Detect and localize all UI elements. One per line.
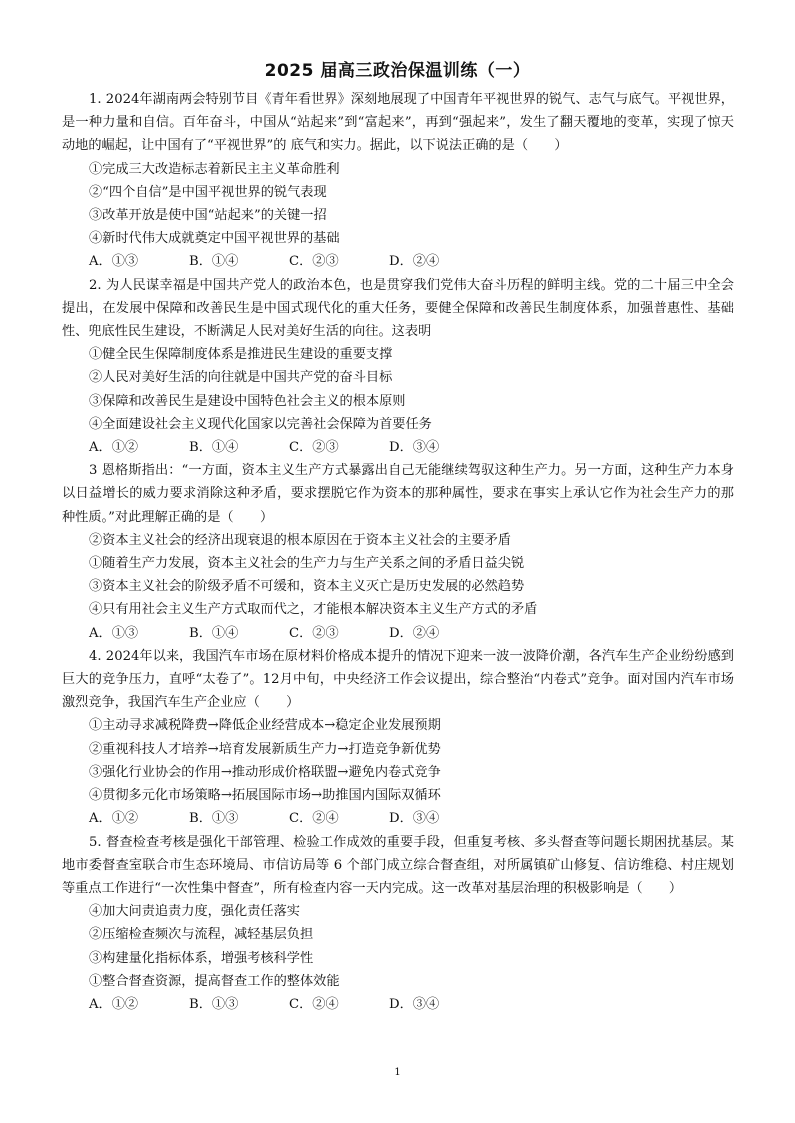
statement-option: ①随着生产力发展，资本主义社会的生产力与生产关系之间的矛盾日益尖锐 xyxy=(89,556,525,572)
statement-option: ①整合督查资源，提高督查工作的整体效能 xyxy=(89,973,340,989)
answer-choices xyxy=(89,993,734,1016)
choice-d: D．②④ xyxy=(389,625,440,641)
question-4 xyxy=(62,645,734,831)
question-2 xyxy=(62,274,734,460)
statement-option: ④贯彻多元化市场策略→拓展国际市场→助推国内国际双循环 xyxy=(89,788,441,804)
choice-b: B．①④ xyxy=(189,440,239,456)
choice-c: C．②③ xyxy=(289,440,339,456)
choice-a: A．①③ xyxy=(89,254,139,270)
question-stem: 3 恩格斯指出：“一方面，资本主义生产方式暴露出自己无能继续驾驭这种生产力。另一方面，这种生产力本身以日益增长的威力要求消除这种矛盾，要求摆脱它作为资本的那种属性，要求在事实上承认它作为社会生产力的那种性质。”对此理解正确的是（ ） xyxy=(62,463,734,525)
statement-option: ④加大问责追责力度，强化责任落实 xyxy=(89,904,300,920)
question-stem: 4. 2024年以来，我国汽车市场在原材料价格成本提升的情况下迎来一波一波降价潮，各汽车生产企业纷纷感到巨大的竞争压力，直呼“太卷了”。12月中旬，中央经济工作会议提出，综合整治“内卷式”竞争。面对国内汽车市场激烈竞争，我国汽车生产企业应（ ） xyxy=(62,648,734,711)
statement-option: ④全面建设社会主义现代化国家以完善社会保障为首要任务 xyxy=(89,416,432,432)
statement-option: ③强化行业协会的作用→推动形成价格联盟→避免内卷式竞争 xyxy=(89,764,441,780)
statement-option: ②“四个自信”是中国平视世界的锐气表现 xyxy=(89,184,327,200)
page-title: 2025 届高三政治保温训练（一） xyxy=(264,61,531,81)
choice-b: B．①③ xyxy=(189,811,239,827)
choice-c: C．②④ xyxy=(289,996,339,1012)
statement-option: ①主动寻求减税降费→降低企业经营成本→稳定企业发展预期 xyxy=(89,718,441,734)
choice-d: D．③④ xyxy=(389,811,440,827)
statement-option: ③保障和改善民生是建设中国特色社会主义的根本原则 xyxy=(89,393,406,409)
question-stem: 2. 为人民谋幸福是中国共产党人的政治本色，也是贯穿我们党伟大奋斗历程的鲜明主线。党的二十届三中全会提出，在发展中保障和改善民生是中国式现代化的重大任务，要健全保障和改善民生制度体系，加强普惠性、基础性、兜底性民生建设，不断满足人民对美好生活的向往。这表明 xyxy=(62,277,734,340)
statement-option: ②资本主义社会的经济出现衰退的根本原因在于资本主义社会的主要矛盾 xyxy=(89,532,511,548)
question-stem: 1. 2024年湖南两会特别节目《青年看世界》深刻地展现了中国青年平视世界的锐气、志气与底气。平视世界，是一种力量和自信。百年奋斗，中国从“站起来”到“富起来”，再到“强起来”，发生了翻天覆地的变革，实现了惊天动地的崛起，让中国有了“平视世界”的 底气和实力。据此，以下说法正确的是（ ） xyxy=(62,92,734,154)
page-number: 1 xyxy=(394,1067,401,1078)
statement-option: ③改革开放是使中国“站起来”的关键一招 xyxy=(89,208,327,224)
answer-choices xyxy=(89,807,734,830)
choice-a: A．①③ xyxy=(89,625,139,641)
answer-choices xyxy=(89,436,734,459)
question-3 xyxy=(62,459,734,645)
choice-b: B．①④ xyxy=(189,254,239,270)
choice-a: A．①② xyxy=(89,996,139,1012)
statement-option: ④只有用社会主义生产方式取而代之，才能根本解决资本主义生产方式的矛盾 xyxy=(89,602,538,618)
statement-option: ④新时代伟大成就奠定中国平视世界的基础 xyxy=(89,231,340,247)
choice-b: B．①③ xyxy=(189,996,239,1012)
question-stem: 5. 督查检查考核是强化干部管理、检验工作成效的重要手段，但重复考核、多头督查等问题长期困扰基层。某地市委督查室联合市生态环境局、市信访局等 6 个部门成立综合督查组，对所属镇矿山修复、信访维稳、村庄规划等重点工作进行“一次性集中督查”，所有检查内容一天内完成。这一改革对基层治理的积极影响是（ ） xyxy=(62,834,734,896)
choice-a: A．①② xyxy=(89,440,139,456)
choice-b: B．①④ xyxy=(189,625,239,641)
statement-option: ②重视科技人才培养→培育发展新质生产力→打造竞争新优势 xyxy=(89,741,441,757)
question-1 xyxy=(62,88,734,274)
question-list xyxy=(62,88,734,1016)
statement-option: ①完成三大改造标志着新民主主义革命胜利 xyxy=(89,161,340,177)
choice-c: C．②③ xyxy=(289,254,339,270)
choice-d: D．③④ xyxy=(389,996,440,1012)
answer-choices xyxy=(89,250,734,273)
statement-option: ①健全民生保障制度体系是推进民生建设的重要支撑 xyxy=(89,347,393,363)
statement-option: ③资本主义社会的阶级矛盾不可缓和，资本主义灭亡是历史发展的必然趋势 xyxy=(89,579,525,595)
question-5 xyxy=(62,831,734,1017)
statement-option: ③构建量化指标体系，增强考核科学性 xyxy=(89,950,314,966)
statement-option: ②人民对美好生活的向往就是中国共产党的奋斗目标 xyxy=(89,370,393,386)
statement-option: ②压缩检查频次与流程，减轻基层负担 xyxy=(89,927,314,943)
choice-c: C．②④ xyxy=(289,811,339,827)
choice-d: D．③④ xyxy=(389,440,440,456)
choice-d: D．②④ xyxy=(389,254,440,270)
answer-choices xyxy=(89,622,734,645)
choice-c: C．②③ xyxy=(289,625,339,641)
choice-a: A．①② xyxy=(89,811,139,827)
